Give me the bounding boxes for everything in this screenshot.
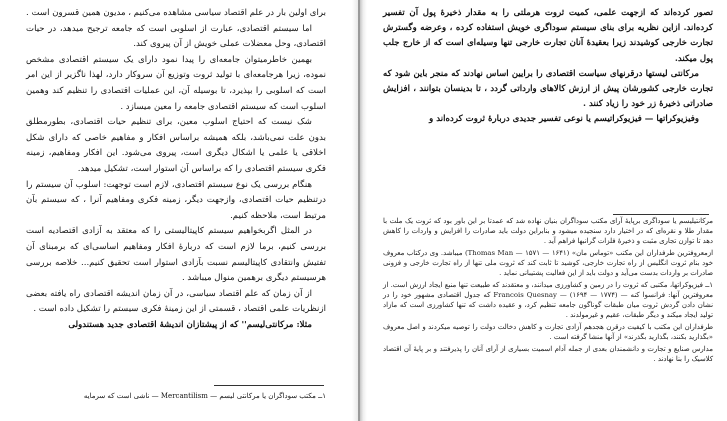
- left-paragraph-6: در المثل اگربخواهیم سیستم کاپیتالیستی را که معتقد به آزادی اقتصادیه است بررسی کنیم، برما لازم است که دربارهٔ افکار ومفاهیم اساسی‌ای که برمبنای آن تفتیش وانتقادی کاپیتالیسم نسبت بآزادی استوار است تحقیق کنیم... خلاصه بررسی هرسیستم دیگری برهمین منوال میباشد .: [26, 226, 326, 284]
- left-footnote-divider: [214, 385, 324, 386]
- left-paragraph-4: شک نیست که احتیاج اسلوب معین، برای تنظیم حیات اقتصادی، بطورمطلق بدون علت نمی‌باشد، بلکه همیشه براساس افکار و مفاهیم خاصی که دارای شکل اخلاقی یا علمی یا اشکال دیگری است، پیروی می‌شود. این افکار ومفاهیم، زمینه فکری سیستم اقتصادی را که براساس آن استوار است، تشکیل میدهد.: [26, 117, 326, 174]
- left-footnote: ۱ــ مکتب سوداگران یا مرکانتی لیسم — Mercantilism — ناشی است که سرمایه: [83, 392, 326, 400]
- right-paragraph-3: وفیزیوکراتها — فیزیوکراتیسم یا نوعی تفسیر جدیدی دربارهٔ ثروت کرده‌اند و: [429, 114, 699, 125]
- right-footnote-divider: [613, 214, 709, 215]
- right-footnote-5: مدارس صنایع و تجارت و دانشمندان بعدی از جمله آدام اسمیت بسیاری از آرای آنان را پذیرفتند و بر پایهٔ آن اقتصاد کلاسیک را بنا نهادند .: [383, 345, 713, 363]
- right-page: [367, 0, 727, 421]
- left-paragraph-3: بهمین خاطرمیتوان جامعه‌ای را پیدا نمود دارای یک سیستم اقتصادی مشخص نموده، زیرا هرجامعه‌ای با تولید ثروت وتوزیع آن سروکار دارد، لهذا ناگزیر از این امر است که اسلوبی را بپذیرد، تا بوسیله آن، این عملیات اقتصادی را تنظیم کند وهمین اسلوب است که سیستم اقتصادی جامعه را معین میسازد .: [26, 54, 326, 112]
- right-footnote-1: مرکانتیلیسم یا سوداگری برپایهٔ آرای مکتب سوداگران بنیان نهاده شد که عمدتا بر این باور بود که ثروت یک ملت با مقدار طلا و نقره‌ای که در اختیار دارد سنجیده میشود و بنابراین دولت باید صادرات را افزایش و واردات را کاهش دهد تا توازن تجاری مثبت و ذخیرهٔ فلزات گرانبها فراهم آید .: [383, 217, 713, 245]
- left-paragraph-1: برای اولین بار در علم اقتصاد سیاسی مشاهده می‌کنیم ، مدیون همین قسرون است .: [26, 8, 326, 18]
- left-paragraph-5: هنگام بررسی یک نوع سیستم اقتصادی، لازم است توجهت: اسلوب آن سیستم را درتنظیم حیات اقتصادی، وازجهت دیگر، زمینه فکری ومفاهیم آنرا ، که سیستم بآن مرتبط است، ملاحظه کنیم.: [26, 179, 326, 221]
- left-paragraph-7: از آن زمان که علم اقتصاد سیاسی، در آن زمان اندیشه اقتصادی راه یافته بعضی ازنظریات علمی اقتصاد ، قسمتی از این زمینهٔ فکری سیستم را تشکیل داده است .: [26, 288, 326, 315]
- left-paragraph-8: مثلا: مرکانتی‌لیسم'' که از پیشتازان اندیشهٔ اقتصادی جدید هستندولی: [68, 319, 312, 330]
- left-paragraph-2: اما سیستم اقتصادی، عبارت از اسلوبی است که جامعه ترجیح میدهد، در حیات اقتصادی، وحل معضلات عملی خویش از آن پیروی کند.: [26, 23, 326, 50]
- right-footnotes: [383, 216, 713, 366]
- gutter-line: [358, 0, 360, 421]
- right-page-body: [383, 6, 713, 128]
- right-paragraph-1: تصور کرده‌اند که ازجهت علمی، کمیت ثروت هرملتی را به مقدار ذخیرهٔ پول آن تفسیر کرده‌اند. ازاین نظریه برای بنای سیستم سوداگری خویش استفاده کرده ، وعرضه وگسترش تجارت خارجی کوشیدند زیرا بعقیدهٔ آنان تجارت خارجی تنها وسیله‌ای است که از خارج جلب پول میکند.: [383, 8, 713, 64]
- book-gutter: [352, 0, 367, 421]
- right-footnote-3: ۱ــ فیزیوکراتها، مکتبی که ثروت را در زمین و کشاورزی میدانند، و معتقدند که طبیعت تنها منبع ایجاد ارزش است. از معروفترین آنها: فرانسوا کنه — Francois Quesnay — (۱۶۹۴ — ۱۷۷۴) که جدول اقتصادی مشهور خود را در نشان دادن گردش ثروت میان طبقات گوناگون جامعه تنظیم کرد، و عقیده داشت که تنها کشاورزی است که مازاد تولید ایجاد میکند و دیگر طبقات، عقیم و غیرمولدند .: [383, 281, 713, 319]
- left-page: [0, 0, 352, 421]
- right-paragraph-2: مرکانتی لیستها درقرنهای سیاست اقتصادی را برایین اساس نهادند که منجر باین شود که تجارت خارجی کشورشان پیش از ارزش کالاهای وارداتی گردد ، تا بدینسان بتوانند ، افزایش صادراتی ذخیرهٔ زر خود را زیاد کنند .: [383, 68, 713, 110]
- left-page-body: [26, 6, 326, 333]
- right-footnote-2: ازمعروفترین طرفداران این مکتب «توماس مان» (Thomas Man — ۱۵۷۱ — ۱۶۴۱) میباشد. وی درکتاب معروف خود بنام ثروت انگلیس از راه تجارت خارجی، کوشید تا ثابت کند که ثروت ملی تنها از راه تجارت خارجی و فزونی صادرات بر واردات بدست می‌آید و دولت باید از این فعالیت پشتیبانی نماید .: [383, 249, 713, 277]
- right-footnote-4: طرفداران این مکتب با کیفیت درقرن هجدهم آزادی تجارت و کاهش دخالت دولت را توصیه میکردند و اصل معروف «بگذارید بکنند، بگذارید بگذرند» از آنها منشا گرفته است .: [383, 323, 713, 341]
